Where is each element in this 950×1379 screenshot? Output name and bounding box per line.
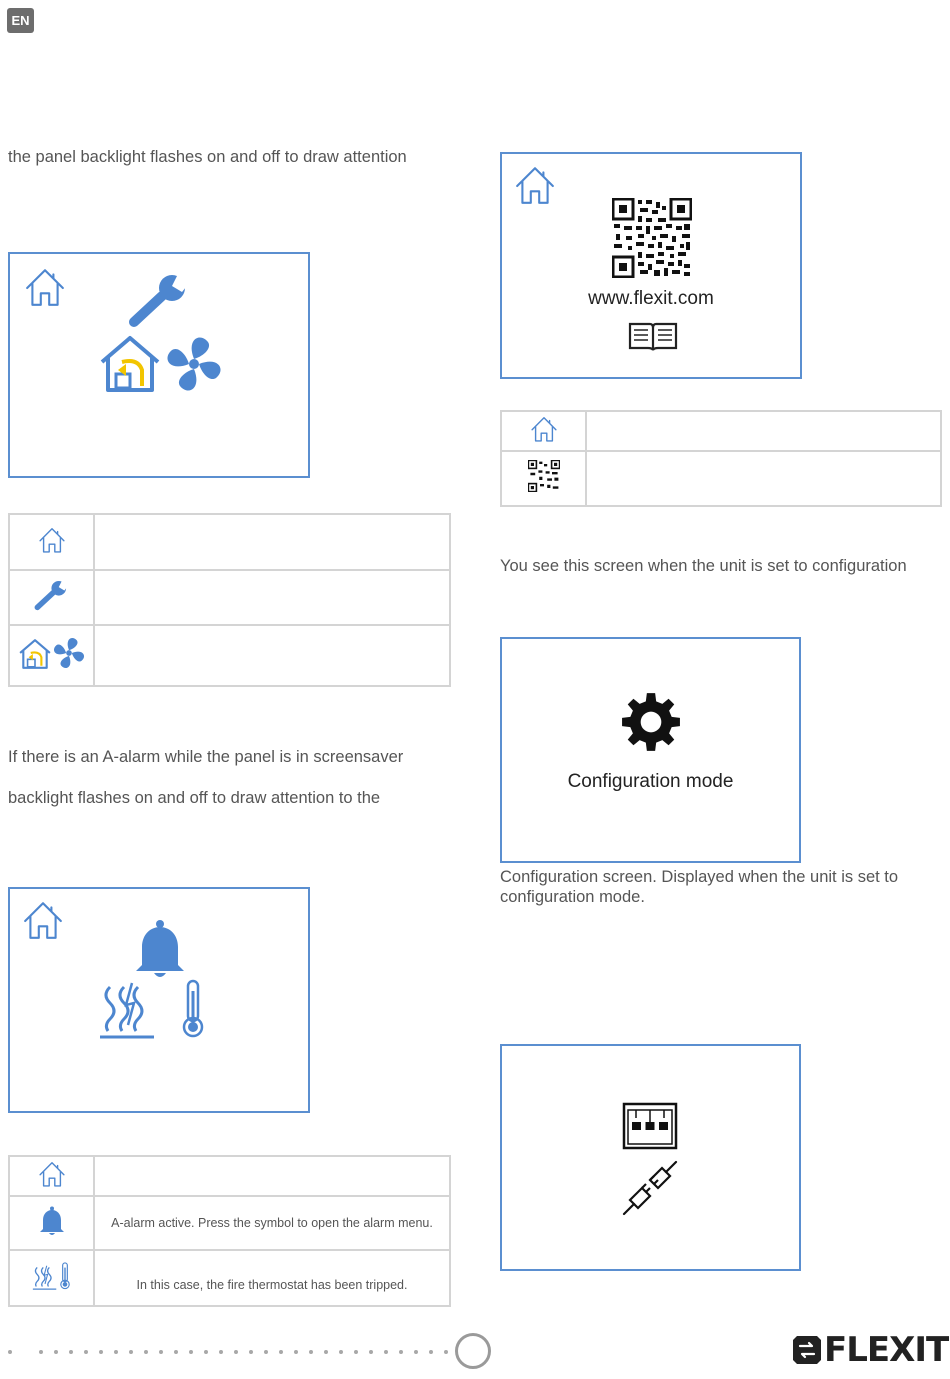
alarm-panel-screen: [8, 887, 310, 1113]
row-text: [94, 570, 450, 625]
row-text: [586, 451, 941, 506]
alarm-text-line-1: If there is an A-alarm while the panel is in screensaver: [8, 748, 404, 766]
qr-code-icon[interactable]: [612, 198, 692, 278]
home-icon[interactable]: [22, 899, 64, 941]
table-row: [9, 514, 450, 570]
alarm-text-line-2: backlight flashes on and off to draw attention to the: [8, 789, 381, 807]
config-intro-text: You see this screen when the unit is set to configuration: [500, 557, 907, 575]
table-row: [9, 625, 450, 686]
flexit-logo: FLEXIT: [824, 1330, 949, 1370]
fan-icon: [52, 636, 86, 670]
wrench-icon[interactable]: [128, 272, 192, 328]
config-mode-label: Configuration mode: [567, 771, 734, 792]
home-icon: [530, 415, 558, 443]
row-text: [94, 1156, 450, 1196]
table-row: [9, 1156, 450, 1196]
row-text: [586, 411, 941, 451]
table-row: [9, 1196, 450, 1250]
config-caption: Configuration screen. Displayed when the unit is set to configuration mode.: [500, 868, 899, 906]
flexit-logo-icon: [793, 1336, 821, 1364]
table-row: [9, 570, 450, 625]
home-icon: [38, 1160, 66, 1188]
alarm-table: [8, 1155, 451, 1307]
controller-icon: [622, 1102, 678, 1150]
thermometer-icon: [58, 1262, 72, 1290]
home-icon[interactable]: [24, 266, 66, 308]
bell-icon[interactable]: [132, 919, 188, 979]
gear-icon: [620, 691, 682, 753]
thermometer-icon: [178, 979, 208, 1039]
table-row: [9, 1250, 450, 1306]
page-indicator-circle: [455, 1333, 491, 1369]
heater-icon: [32, 1264, 58, 1290]
table-row: [501, 411, 941, 451]
bell-icon: [38, 1206, 66, 1236]
row-text: A-alarm active. Press the symbol to open the alarm menu.: [94, 1196, 450, 1250]
qr-panel-screen: [500, 152, 802, 379]
service-table: [8, 513, 451, 687]
wrench-icon: [34, 579, 70, 611]
website-url[interactable]: www.flexit.com: [588, 288, 714, 309]
service-panel-screen: [8, 252, 310, 478]
plug-disconnected-icon: [620, 1158, 680, 1218]
row-text: In this case, the fire thermostat has been tripped.: [94, 1250, 450, 1306]
qr-code-icon: [528, 460, 560, 492]
home-return-icon: [18, 638, 52, 670]
manual-book-icon[interactable]: [628, 320, 678, 352]
table-row: [501, 451, 941, 506]
language-badge: EN: [7, 8, 34, 33]
home-icon: [38, 526, 66, 554]
heater-icon: [98, 979, 158, 1039]
row-text: [94, 514, 450, 570]
home-return-icon: [98, 334, 162, 394]
fan-icon: [164, 334, 224, 394]
connection-panel-screen: [500, 1044, 801, 1271]
row-text: [94, 625, 450, 686]
intro-text: the panel backlight flashes on and off to draw attention: [8, 148, 407, 166]
config-panel-screen: [500, 637, 801, 863]
home-icon[interactable]: [514, 164, 556, 206]
qr-table: [500, 410, 942, 507]
